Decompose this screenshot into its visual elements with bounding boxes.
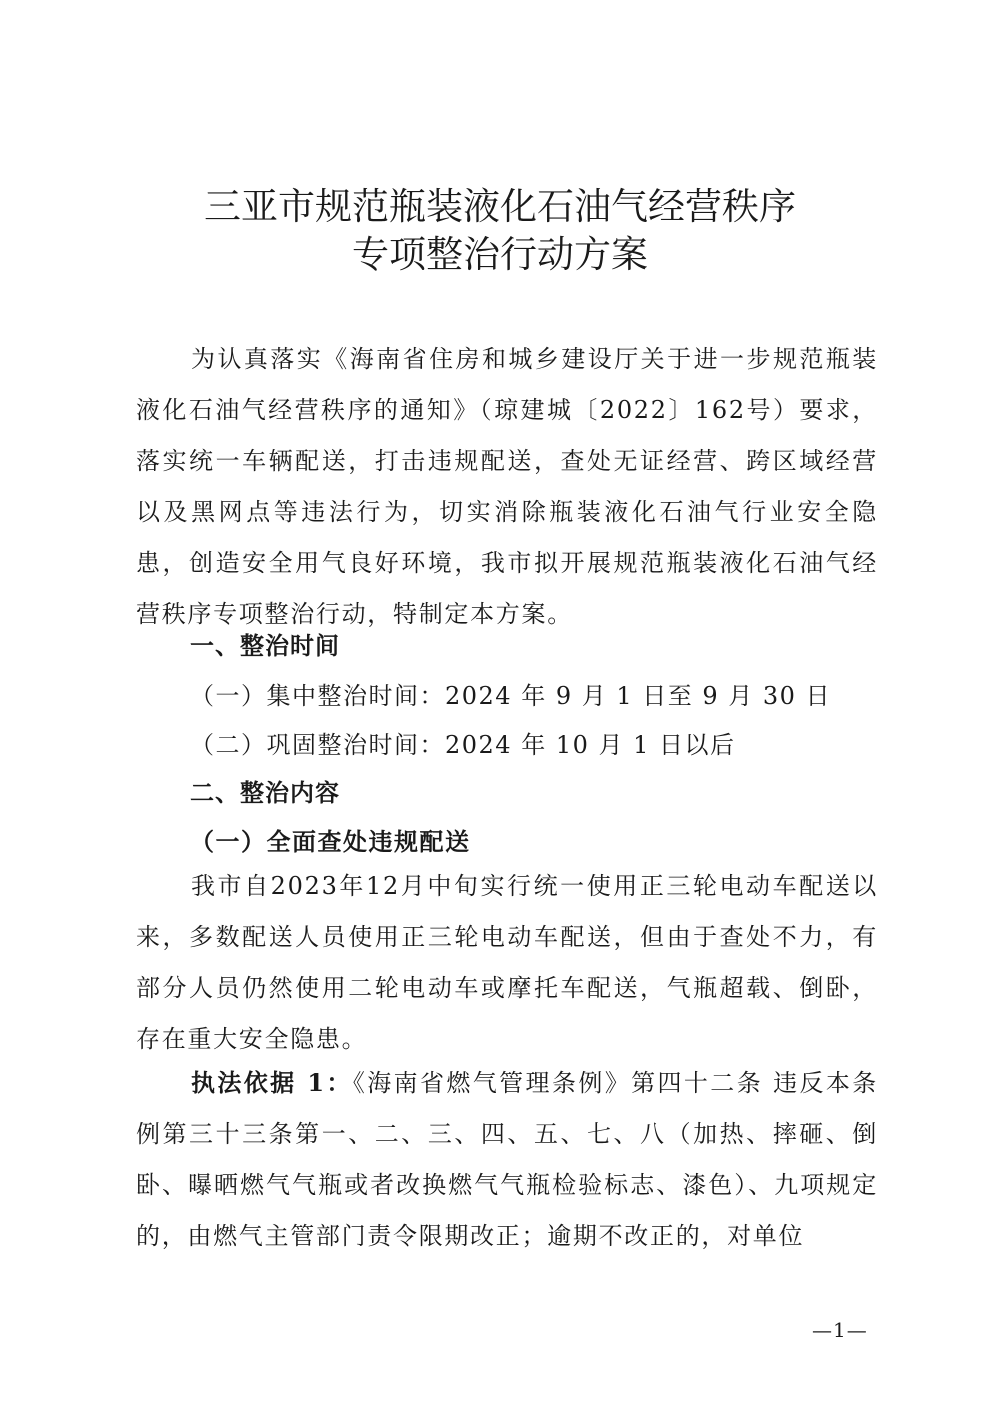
section1-item1: （一）集中整治时间：2024 年 9 月 1 日至 9 月 30 日 (190, 682, 832, 710)
section1-heading: 一、整治时间 (190, 632, 340, 660)
section2-paragraph1: 我市自2023年12月中旬实行统一使用正三轮电动车配送以来，多数配送人员使用正三轮电动车配送，但由于查处不力，有部分人员仍然使用二轮电动车或摩托车配送，气瓶超载、倒卧，存在重大安全隐患。 (136, 872, 878, 1053)
document-title-line1: 三亚市规范瓶装液化石油气经营秩序 (204, 185, 796, 228)
section1-item2: （二）巩固整治时间：2024 年 10 月 1 日以后 (190, 731, 736, 759)
section2-subheading1: （一）全面查处违规配送 (190, 827, 471, 856)
page-number: —1— (812, 1318, 868, 1342)
document-title-line2: 专项整治行动方案 (352, 233, 648, 276)
legal-basis-paragraph (136, 1057, 878, 1262)
legal-basis-text: 《海南省燃气管理条例》第四十二条 违反本条例第三十三条第一、二、三、四、五、七、八（加热、摔砸、倒卧、曝晒燃气气瓶或者改换燃气气瓶检验标志、漆色）、九项规定的，由燃气主管部门责令限期改正；逾期不改正的，对单位 (136, 1069, 878, 1250)
legal-basis-label: 执法依据 1： (191, 1068, 353, 1097)
section2-heading: 二、整治内容 (190, 779, 340, 807)
intro-paragraph: 为认真落实《海南省住房和城乡建设厅关于进一步规范瓶装液化石油气经营秩序的通知》（琼建城〔2022〕162号）要求，落实统一车辆配送，打击违规配送，查处无证经营、跨区域经营以及黑网点等违法行为，切实消除瓶装液化石油气行业安全隐患，创造安全用气良好环境，我市拟开展规范瓶装液化石油气经营秩序专项整治行动，特制定本方案。 (136, 345, 878, 628)
